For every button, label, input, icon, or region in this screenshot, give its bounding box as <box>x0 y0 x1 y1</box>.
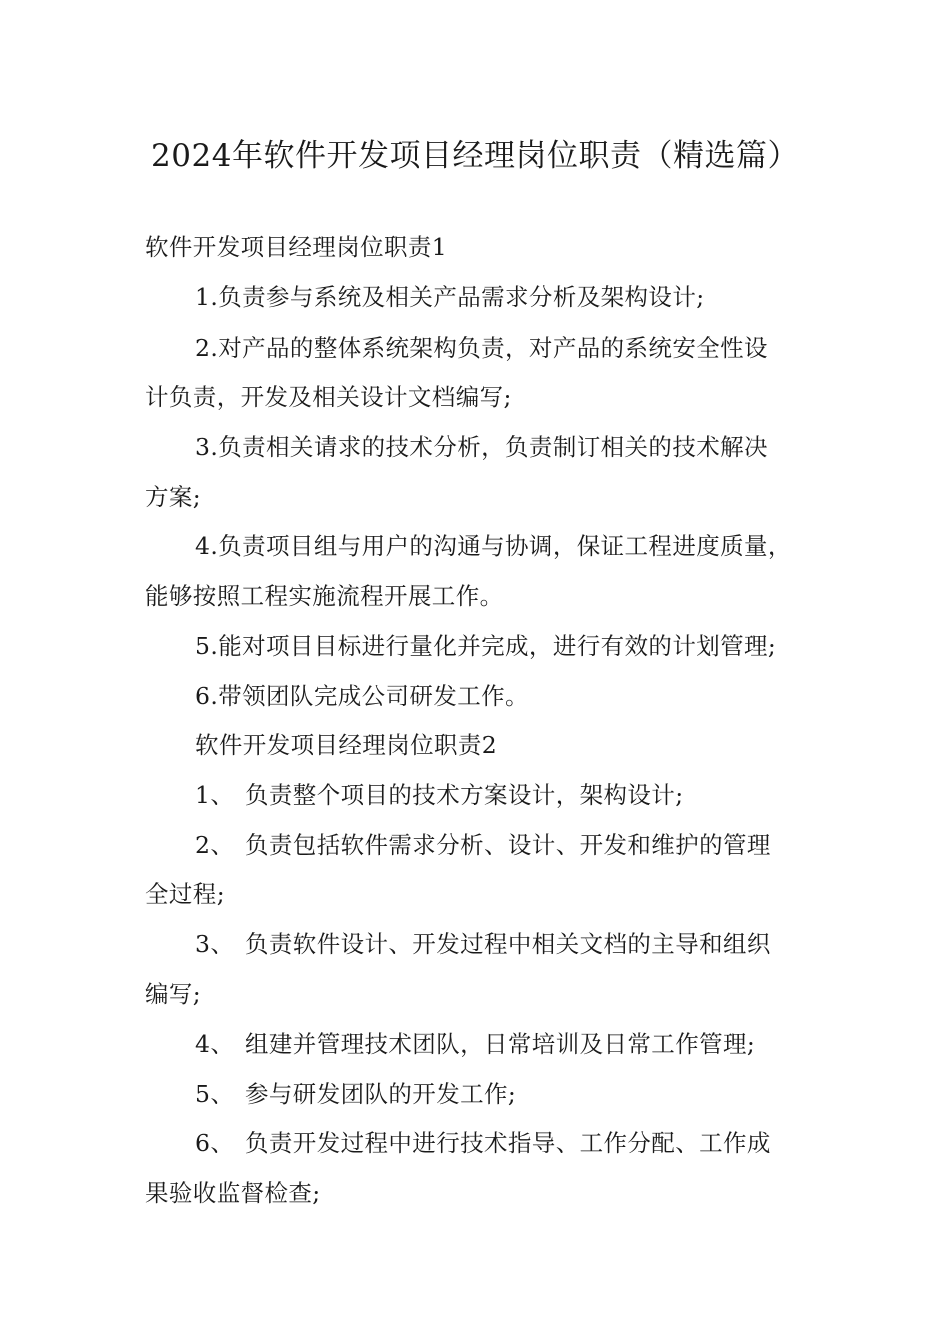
section-heading: 软件开发项目经理岗位职责2 <box>195 731 498 759</box>
document-title: 2024年软件开发项目经理岗位职责（精选篇） <box>151 138 799 174</box>
paragraph-line: 能够按照工程实施流程开展工作。 <box>145 582 504 610</box>
list-item <box>195 1126 771 1160</box>
list-item <box>195 1077 516 1111</box>
paragraph-line: 6.带领团队完成公司研发工作。 <box>195 682 529 710</box>
list-item-number: 1、 <box>195 781 235 809</box>
list-item-continuation: 全过程; <box>145 880 226 908</box>
section-heading: 软件开发项目经理岗位职责1 <box>145 233 448 261</box>
paragraph-line: 5.能对项目目标进行量化并完成，进行有效的计划管理; <box>195 632 777 660</box>
paragraph-line: 2.对产品的整体系统架构负责，对产品的系统安全性设 <box>195 334 768 362</box>
list-item-continuation: 编写; <box>145 980 202 1008</box>
list-item-continuation: 果验收监督检查; <box>145 1179 321 1207</box>
paragraph-line: 计负责，开发及相关设计文档编写; <box>145 383 512 411</box>
list-item-number: 5、 <box>195 1080 235 1108</box>
list-item <box>195 1027 755 1061</box>
paragraph-line: 1.负责参与系统及相关产品需求分析及架构设计; <box>195 283 705 311</box>
list-item-text: 负责整个项目的技术方案设计，架构设计; <box>245 781 684 809</box>
list-item-number: 3、 <box>195 930 235 958</box>
list-item <box>195 828 771 862</box>
list-item <box>195 927 771 961</box>
paragraph-line: 4.负责项目组与用户的沟通与协调，保证工程进度质量， <box>195 532 792 560</box>
list-item <box>195 778 684 812</box>
list-item-text: 负责包括软件需求分析、设计、开发和维护的管理 <box>245 831 771 859</box>
paragraph-line: 方案; <box>145 483 202 511</box>
list-item-text: 组建并管理技术团队，日常培训及日常工作管理; <box>245 1030 756 1058</box>
list-item-number: 6、 <box>195 1129 235 1157</box>
list-item-number: 2、 <box>195 831 235 859</box>
paragraph-line: 3.负责相关请求的技术分析，负责制订相关的技术解决 <box>195 433 768 461</box>
list-item-text: 参与研发团队的开发工作; <box>245 1080 517 1108</box>
list-item-text: 负责开发过程中进行技术指导、工作分配、工作成 <box>245 1129 771 1157</box>
list-item-number: 4、 <box>195 1030 235 1058</box>
list-item-text: 负责软件设计、开发过程中相关文档的主导和组织 <box>245 930 771 958</box>
